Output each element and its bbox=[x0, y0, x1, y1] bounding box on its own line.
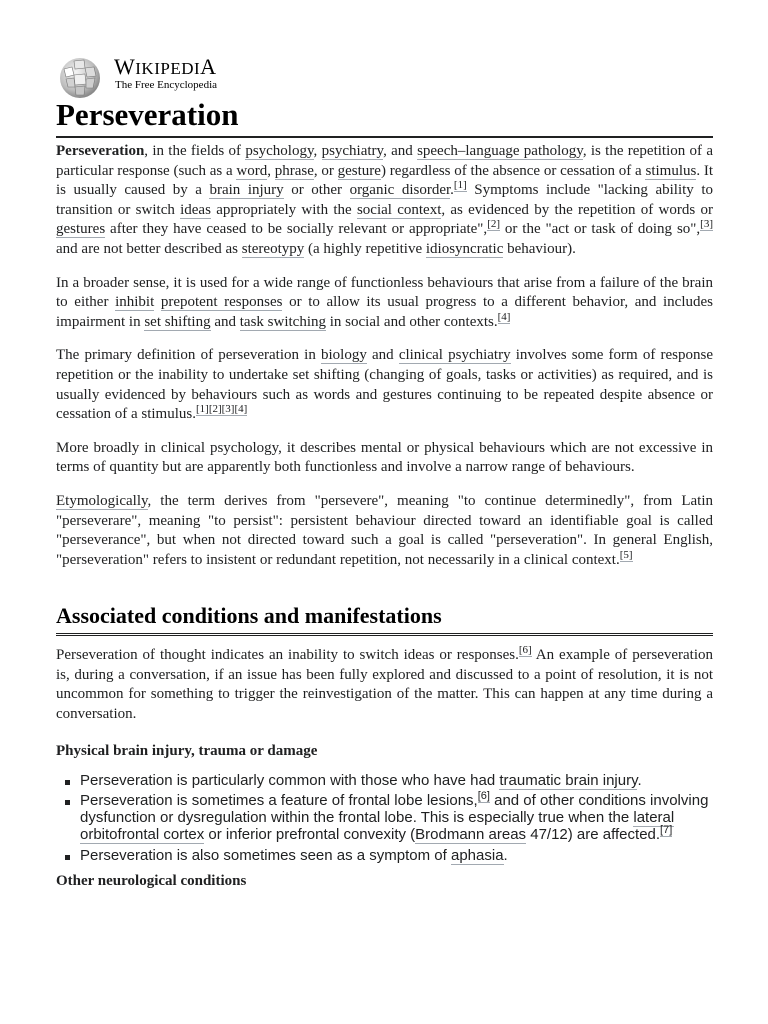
wikipedia-wordmark: WIKIPEDIA bbox=[114, 54, 217, 79]
link-task-switching[interactable]: task switching bbox=[239, 313, 326, 330]
link-brain-injury[interactable]: brain injury bbox=[209, 182, 284, 199]
reference-link[interactable]: [6] bbox=[518, 644, 532, 657]
text-run: and of other conditions involving dysfunction or dysregulation within the frontal lobe. This is especially true when the bbox=[80, 792, 709, 827]
link-word[interactable]: word bbox=[236, 162, 268, 179]
text-run: Perseveration is particularly common with those who have had bbox=[80, 771, 500, 789]
link-biology[interactable]: biology bbox=[321, 347, 367, 364]
reference-sup[interactable] bbox=[454, 179, 467, 192]
text-run: after they have ceased to be socially relevant or appropriate", bbox=[105, 221, 488, 238]
wikipedia-tagline: The Free Encyclopedia bbox=[115, 79, 218, 91]
text-run: 47/12) are affected. bbox=[526, 826, 661, 844]
link-brodmann-areas[interactable]: Brodmann areas bbox=[415, 826, 527, 844]
reference-link[interactable]: [1] bbox=[453, 179, 467, 192]
text-run: in social and other contexts. bbox=[326, 313, 498, 330]
page-title: Perseveration bbox=[56, 96, 713, 138]
link-psychiatry[interactable]: psychiatry bbox=[321, 143, 384, 159]
text-run: or inferior prefrontal convexity ( bbox=[204, 826, 416, 844]
list-item bbox=[80, 848, 713, 865]
text-run: More broadly in clinical psychology, it describes mental or physical behaviours which are not excessive in terms of quantity but are apparently both functionless and involve a narrow range of behaviours. bbox=[56, 439, 713, 476]
text-run: , bbox=[267, 162, 275, 179]
text-run: ) regardless of the absence or cessation of a bbox=[380, 162, 646, 179]
condition-list bbox=[56, 773, 713, 865]
text-run: , or bbox=[313, 162, 338, 179]
text-run bbox=[154, 294, 161, 310]
reference-link[interactable]: [2] bbox=[487, 218, 501, 231]
intro-section bbox=[56, 142, 713, 570]
link-social-context[interactable]: social context bbox=[356, 201, 442, 218]
reference-sup[interactable] bbox=[196, 403, 209, 416]
reference-link[interactable]: [4] bbox=[234, 403, 248, 416]
link-psychology[interactable]: psychology bbox=[245, 143, 314, 159]
reference-sup[interactable] bbox=[487, 218, 500, 231]
link-set-shifting[interactable]: set shifting bbox=[144, 313, 211, 330]
reference-sup[interactable] bbox=[478, 790, 490, 803]
text-run: and bbox=[366, 347, 399, 364]
text-run: appropriately with the bbox=[210, 201, 357, 218]
reference-link[interactable]: [3] bbox=[221, 403, 235, 416]
intro-paragraph bbox=[56, 274, 713, 333]
text-run: Symptoms include "lacking ability to transition or switch bbox=[56, 182, 713, 218]
text-run: In a broader sense, it is used for a wide range of functionless behaviours that arise from a failure of the brain to either bbox=[56, 274, 713, 311]
section-paragraph bbox=[56, 646, 713, 724]
text-run: (a highly repetitive bbox=[304, 240, 426, 257]
intro-paragraph bbox=[56, 439, 713, 478]
text-run: . bbox=[637, 771, 642, 789]
wikipedia-globe-logo[interactable] bbox=[56, 55, 104, 99]
link-phrase[interactable]: phrase bbox=[274, 162, 314, 179]
reference-sup[interactable] bbox=[222, 403, 235, 416]
link-organic-disorder[interactable]: organic disorder bbox=[349, 182, 451, 199]
link-idiosyncratic[interactable]: idiosyncratic bbox=[425, 240, 504, 257]
link-inhibit[interactable]: inhibit bbox=[115, 294, 155, 311]
text-run: or to allow its usual progress to a different behavior, and includes impairment in bbox=[56, 294, 714, 330]
reference-link[interactable]: [4] bbox=[497, 310, 511, 323]
reference-sup[interactable] bbox=[620, 549, 633, 562]
intro-paragraph bbox=[56, 142, 713, 260]
text-run: Perseveration is also sometimes seen as a symptom of bbox=[80, 846, 451, 864]
text-run: , the term derives from "persevere", meaning "to continue determinedly", from Latin "perseverare", meaning "to persist": persistent behaviour directed toward an identifiable goal is called "perseverance", but when not directed toward such a goal is called "perseveration". In general English, "perseveration" refers to insistent or redundant repetition, not necessarily in a clinical context. bbox=[56, 492, 713, 568]
bold-term: Perseveration bbox=[56, 143, 145, 159]
reference-link[interactable]: [3] bbox=[700, 218, 713, 231]
text-run: , and bbox=[383, 143, 418, 159]
reference-link[interactable]: [5] bbox=[619, 548, 633, 561]
reference-sup[interactable] bbox=[234, 403, 247, 416]
text-run: Perseveration is sometimes a feature of frontal lobe lesions, bbox=[80, 792, 478, 810]
link-gestures[interactable]: gestures bbox=[56, 221, 106, 238]
reference-link[interactable]: [7] bbox=[660, 824, 673, 837]
link-etymologically[interactable]: Etymologically bbox=[56, 492, 148, 509]
link-ideas[interactable]: ideas bbox=[180, 201, 211, 218]
link-traumatic-brain-injury[interactable]: traumatic brain injury bbox=[499, 771, 638, 789]
link-prepotent-responses[interactable]: prepotent responses bbox=[160, 294, 283, 311]
text-run: and are not better described as bbox=[56, 240, 242, 257]
link-lateral-orbitofrontal-cortex[interactable]: lateral orbitofrontal cortex bbox=[80, 809, 675, 844]
subsection-heading: Physical brain injury, trauma or damage bbox=[56, 742, 318, 759]
text-run: , in the fields of bbox=[144, 143, 246, 159]
text-run: involves some form of response repetition or the inability to undertake set shifting (changing of goals, tasks or activities) as required, and is usually evidenced by behaviours such as words and gestures continuing to be repeated despite absence or cessation of a stimulus. bbox=[56, 347, 713, 423]
wikipedia-header[interactable] bbox=[56, 52, 356, 100]
link-gesture[interactable]: gesture bbox=[337, 162, 381, 179]
text-run: Perseveration of thought indicates an inability to switch ideas or responses. bbox=[56, 647, 519, 664]
text-run: and bbox=[210, 313, 240, 330]
intro-paragraph bbox=[56, 492, 713, 570]
reference-link[interactable]: [1] bbox=[195, 403, 209, 416]
text-run: , as evidenced by the repetition of words or bbox=[441, 201, 713, 218]
text-run: . bbox=[503, 846, 508, 864]
text-run: or the "act or task of doing so", bbox=[500, 221, 701, 238]
reference-sup[interactable] bbox=[660, 824, 672, 837]
text-run: or other bbox=[283, 182, 350, 199]
link-stereotypy[interactable]: stereotypy bbox=[241, 240, 305, 257]
link-speech-language-pathology[interactable]: speech–language pathology bbox=[417, 143, 583, 159]
intro-paragraph bbox=[56, 346, 713, 424]
reference-sup[interactable] bbox=[498, 311, 511, 324]
text-run: behaviour). bbox=[503, 240, 576, 257]
article-body bbox=[56, 142, 713, 891]
link-aphasia[interactable]: aphasia bbox=[451, 846, 504, 864]
reference-sup[interactable] bbox=[209, 403, 222, 416]
text-run: , is the repetition of a particular response (such as a bbox=[56, 143, 713, 179]
reference-sup[interactable] bbox=[519, 644, 532, 657]
link-clinical-psychiatry[interactable]: clinical psychiatry bbox=[398, 347, 511, 364]
text-run: The primary definition of perseveration in bbox=[56, 347, 321, 364]
reference-link[interactable]: [6] bbox=[477, 790, 490, 803]
link-stimulus[interactable]: stimulus bbox=[645, 162, 697, 179]
reference-link[interactable]: [2] bbox=[208, 403, 222, 416]
text-run: , bbox=[313, 143, 322, 159]
subsection-heading-2: Other neurological conditions bbox=[56, 872, 247, 889]
reference-sup[interactable] bbox=[700, 218, 713, 231]
list-item bbox=[80, 790, 713, 844]
list-item bbox=[80, 773, 713, 790]
text-run: . It is usually caused by a bbox=[56, 162, 714, 199]
text-run: An example of perseveration is, during a conversation, if an issue has been fully explored and discussed to a point of resolution, it is not uncommon for something to trigger the reinvestigation of the matter. This can happen at any time during a conversation. bbox=[56, 647, 713, 723]
text-run: . bbox=[450, 182, 454, 199]
section-heading: Associated conditions and manifestations bbox=[56, 602, 713, 636]
